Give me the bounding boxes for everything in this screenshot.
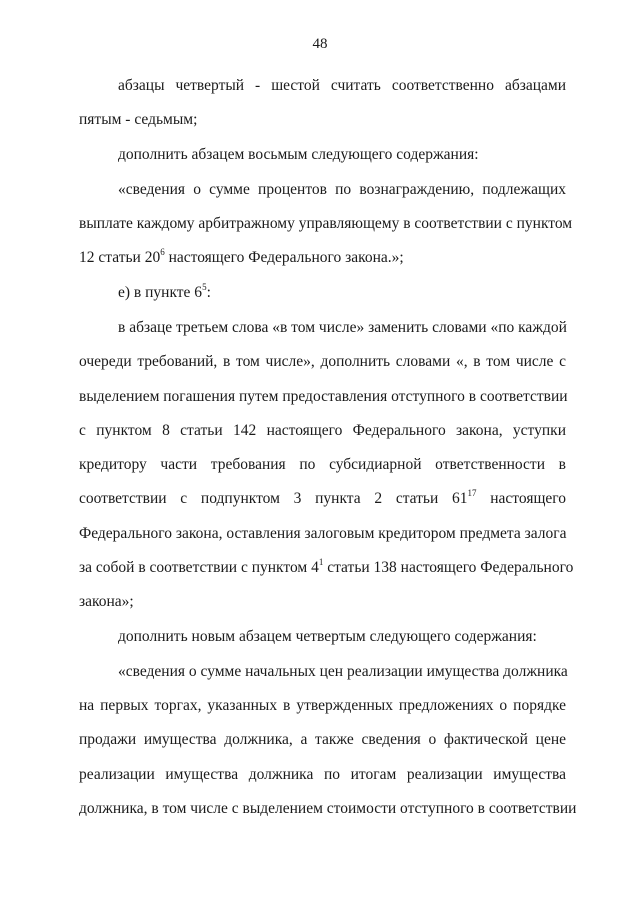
text-line — [118, 283, 211, 303]
text-line — [118, 145, 479, 165]
text-run: «сведения о сумме процентов по вознаграждению, подлежащих — [118, 181, 566, 198]
text-run: кредитору части требования по субсидиарной ответственности в — [79, 456, 566, 473]
text-run: за собой в соответствии с пунктом 4 — [79, 559, 319, 576]
superscript: 5 — [202, 282, 207, 292]
text-line — [79, 592, 134, 612]
text-run: должника, в том числе с выделением стоимости отступного в соответствии — [79, 800, 577, 817]
text-line — [79, 248, 404, 268]
text-run: очереди требований, в том числе», дополнить словами «, в том числе с — [79, 353, 566, 370]
text-run: е) в пункте 6 — [118, 284, 203, 301]
text-run: на первых торгах, указанных в утвержденных предложениях о порядке — [79, 697, 566, 714]
text-run: выплате каждому арбитражному управляющему в соответствии с пунктом — [79, 215, 573, 232]
text-line — [79, 730, 566, 750]
text-run: дополнить абзацем восьмым следующего содержания: — [118, 146, 479, 163]
text-run: 12 статьи 20 — [79, 249, 161, 266]
text-line — [118, 318, 566, 338]
text-run: дополнить новым абзацем четвертым следующего содержания: — [118, 628, 537, 645]
text-run: выделением погашения путем предоставления отступного в соответствии — [79, 388, 568, 405]
superscript: 17 — [467, 488, 477, 498]
text-run: : — [206, 284, 211, 301]
text-line — [118, 180, 566, 200]
text-run: настоящего Федерального закона.»; — [164, 249, 404, 266]
text-line — [79, 524, 566, 544]
text-run: настоящего — [476, 490, 566, 507]
page-number: 48 — [312, 36, 328, 52]
text-line — [79, 557, 574, 578]
text-line — [79, 352, 566, 372]
text-line — [79, 110, 197, 130]
text-line — [79, 421, 566, 441]
superscript: 1 — [318, 557, 324, 567]
text-line — [79, 489, 566, 509]
text-run: закона»; — [79, 593, 134, 610]
superscript: 6 — [160, 247, 165, 257]
text-run: с пунктом 8 статьи 142 настоящего Федерального закона, уступки — [79, 422, 566, 439]
text-run: реализации имущества должника по итогам реализации имущества — [79, 766, 566, 783]
text-line — [79, 455, 566, 475]
text-line — [79, 765, 566, 785]
text-line — [79, 387, 566, 407]
text-run: статьи 138 настоящего Федерального — [323, 559, 574, 576]
text-line — [118, 627, 537, 647]
text-run: абзацы четвертый - шестой считать соответственно абзацами — [118, 77, 566, 94]
text-run: «сведения о сумме начальных цен реализации имущества должника — [118, 663, 568, 680]
text-line — [118, 76, 566, 96]
text-run: пятым - седьмым; — [79, 111, 198, 128]
text-run: продажи имущества должника, а также сведения о фактической цене — [79, 731, 566, 748]
text-line — [79, 696, 566, 716]
text-line — [118, 662, 566, 682]
text-run: в абзаце третьем слова «в том числе» заменить словами «по каждой — [118, 319, 567, 336]
text-run: Федерального закона, оставления залоговым кредитором предмета залога — [79, 525, 567, 542]
text-line — [79, 214, 573, 234]
text-run: соответствии с подпунктом 3 пункта 2 статьи 61 — [79, 490, 468, 507]
text-line — [79, 799, 577, 819]
